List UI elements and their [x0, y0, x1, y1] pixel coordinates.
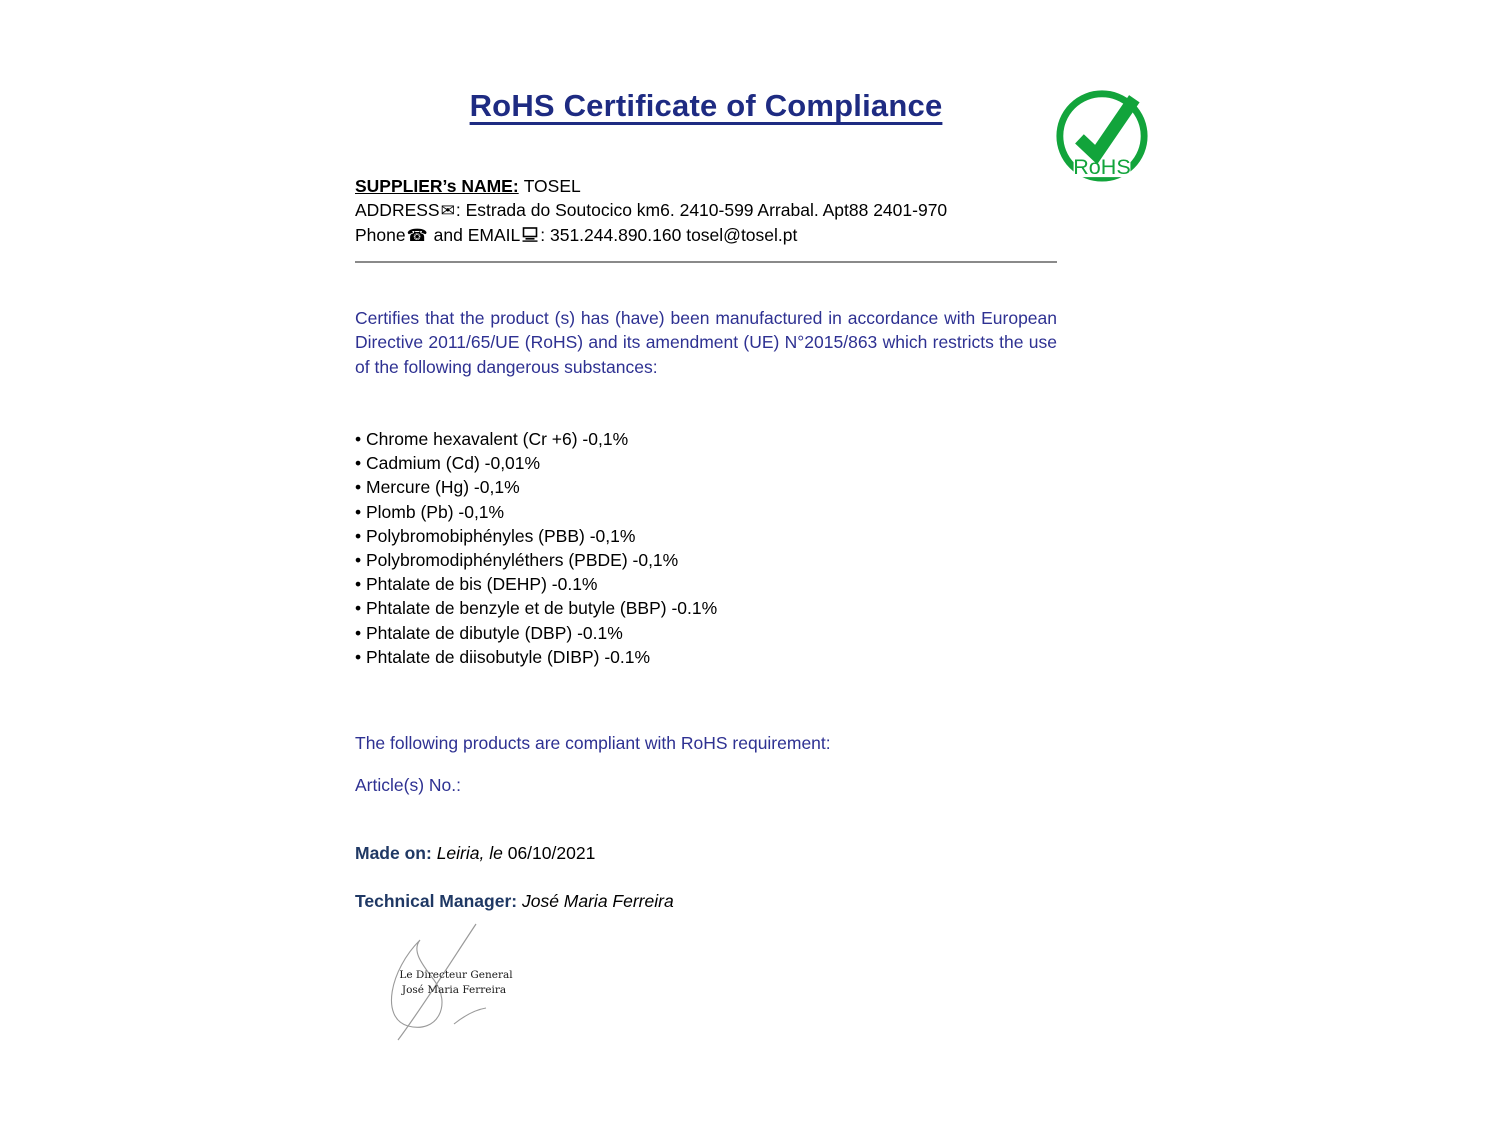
address-label: ADDRESS — [355, 200, 440, 220]
rohs-logo-graphic — [1053, 83, 1151, 185]
rohs-logo — [1053, 83, 1151, 185]
technical-manager-label: Technical Manager: — [355, 891, 518, 911]
substance-item: • Cadmium (Cd) -0,01% — [355, 451, 1057, 475]
supplier-name-line — [355, 174, 1057, 198]
made-on-line — [355, 843, 1057, 864]
technical-manager-name: José Maria Ferreira — [521, 891, 674, 911]
substances-list — [355, 427, 1057, 669]
signature-flourish — [454, 1008, 486, 1024]
supplier-address-line — [355, 198, 1057, 223]
substance-item: • Polybromobiphényles (PBB) -0,1% — [355, 524, 1057, 548]
technical-manager-line — [355, 891, 1057, 912]
supplier-name-label: SUPPLIER’s NAME: — [355, 176, 519, 196]
substance-item: • Phtalate de benzyle et de butyle (BBP) -0.1% — [355, 596, 1057, 620]
phone-icon: ☎ — [406, 226, 428, 246]
article-number-label: Article(s) No.: — [355, 775, 461, 795]
made-on-label: Made on: — [355, 843, 432, 863]
made-on-date: 06/10/2021 — [507, 843, 596, 863]
certification-paragraph: Certifies that the product (s) has (have) been manufactured in accordance with European Directive 2011/65/UE (RoHS) and its amendment (UE) N°2015/863 which restricts the use of the following dangerous substances: — [355, 308, 1057, 377]
substance-item: • Plomb (Pb) -0,1% — [355, 500, 1057, 524]
substance-item: • Polybromodiphényléthers (PBDE) -0,1% — [355, 548, 1057, 572]
divider — [355, 261, 1057, 263]
contact-value: : 351.244.890.160 tosel@tosel.pt — [540, 225, 798, 245]
signature-graphic — [358, 922, 538, 1047]
signature-title: Le Directeur General — [399, 969, 513, 981]
page-title: RoHS Certificate of Compliance — [469, 88, 943, 123]
supplier-contact-line — [355, 223, 1057, 248]
supplier-block — [355, 174, 1057, 248]
signature-stroke — [398, 924, 476, 1040]
signature-name: José Maria Ferreira — [401, 984, 507, 996]
signature-block — [358, 922, 538, 1052]
substance-item: • Chrome hexavalent (Cr +6) -0,1% — [355, 427, 1057, 451]
phone-label: Phone — [355, 225, 406, 245]
computer-icon — [522, 224, 538, 248]
supplier-name-value: TOSEL — [523, 176, 581, 196]
rohs-logo-label: RoHS — [1073, 154, 1131, 180]
compliance-statement: The following products are compliant with RoHS requirement: — [355, 733, 831, 753]
substance-item: • Phtalate de bis (DEHP) -0.1% — [355, 572, 1057, 596]
substance-item: • Phtalate de diisobutyle (DIBP) -0.1% — [355, 645, 1057, 669]
envelope-icon: ✉ — [440, 201, 455, 221]
made-on-place: Leiria, le — [436, 843, 503, 863]
email-label: and EMAIL — [433, 225, 521, 245]
address-value: : Estrada do Soutocico km6. 2410-599 Arrabal. Apt88 2401-970 — [455, 200, 948, 220]
substance-item: • Phtalate de dibutyle (DBP) -0.1% — [355, 621, 1057, 645]
substance-item: • Mercure (Hg) -0,1% — [355, 475, 1057, 499]
